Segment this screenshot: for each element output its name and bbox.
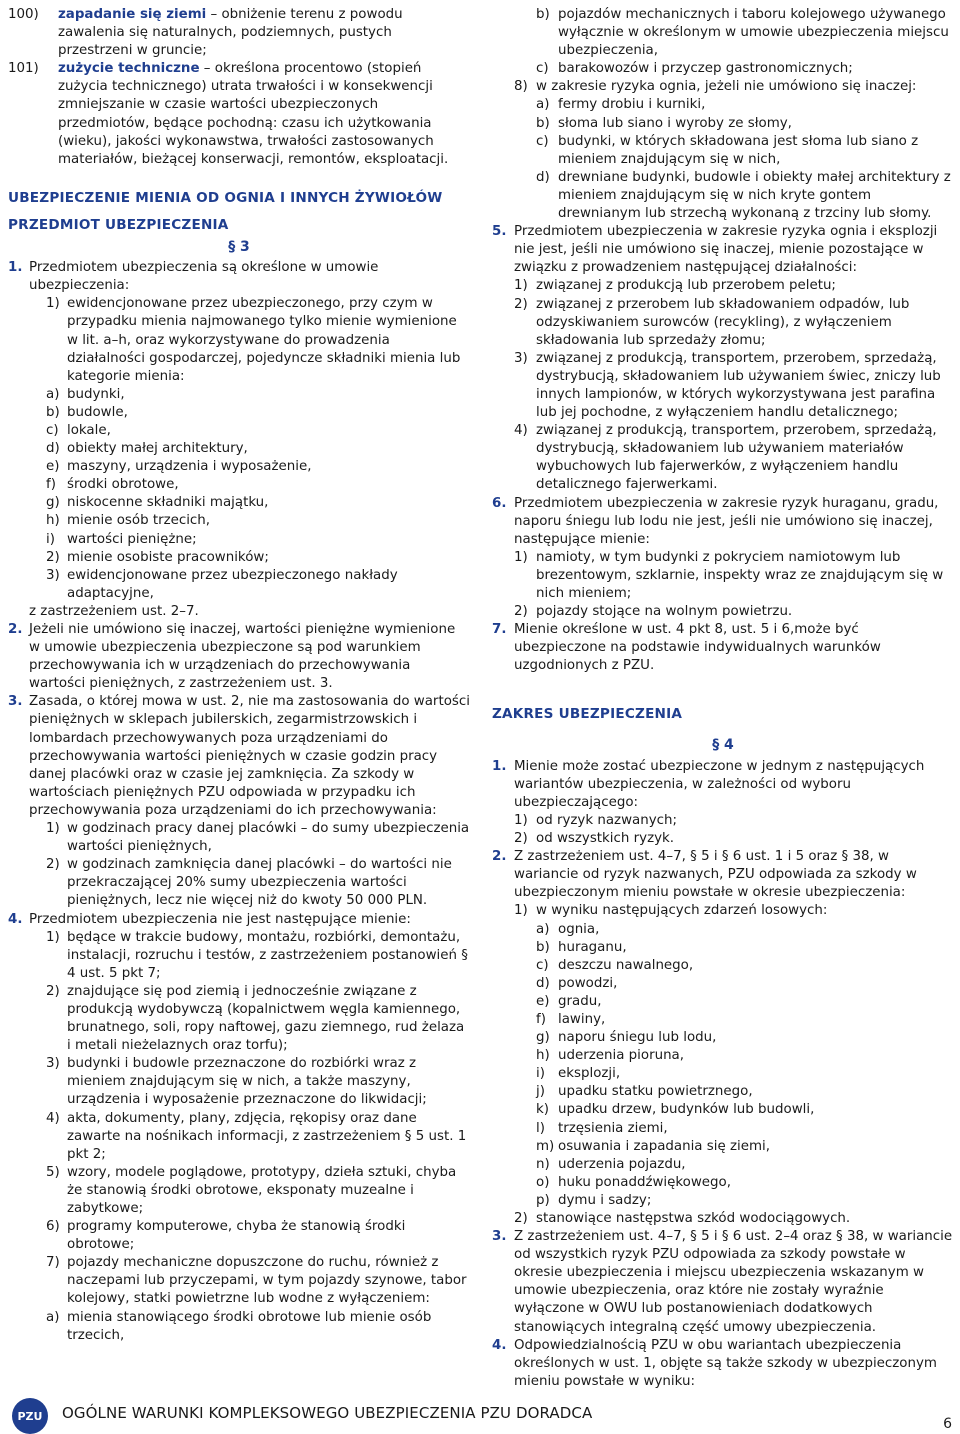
- item-number: b): [536, 7, 550, 22]
- item-number: f): [536, 1011, 546, 1027]
- paragraph-text: Mienie może zostać ubezpieczone w jednym z następujących wariantów ubezpieczenia, w zależności od wyboru ubezpieczającego:: [514, 758, 925, 810]
- item-text: związanej z produkcją, transportem, przerobem, sprzedażą, dystrybucją, składowaniem lub używaniem świec, zniczy lub innych lampionów, w których wykorzystywana jest parafina lub jej pochodne, z wyłączeniem handlu detalicznego;: [536, 350, 941, 421]
- item-text: znajdujące się pod ziemią i jednocześnie związane z produkcją wydobywczą (kopalnictwem węgla kamiennego, brunatnego, soli, ropy naftowej, gazu ziemnego, rud żelaza i metali nieżelaznych oraz torfu);: [67, 983, 465, 1054]
- list-item: [8, 567, 470, 603]
- item-text: związanej z produkcją lub przerobem peletu;: [536, 278, 836, 294]
- paragraph-3: [8, 693, 470, 820]
- paragraph-number: 3.: [492, 1229, 507, 1245]
- item-number: i): [46, 531, 55, 547]
- paragraph-number: 2.: [492, 849, 507, 865]
- item-number: 4): [514, 423, 528, 439]
- item-text: pojazdów mechanicznych i taboru kolejowego używanego wyłącznie w określonym w umowie ubezpieczenia miejscu ubezpieczenia,: [558, 7, 949, 59]
- list-item: [8, 422, 470, 440]
- paragraph-text: Przedmiotem ubezpieczenia w zakresie ryzyk huraganu, gradu, naporu śniegu lub lodu nie jest, jeśli nie umówiono się inaczej, następujące mienie:: [514, 495, 939, 547]
- item-number: 2): [46, 549, 60, 565]
- list-item: [492, 1029, 954, 1047]
- paragraph-text: Jeżeli nie umówiono się inaczej, wartości pieniężne wymienione w umowie ubezpieczenia ubezpieczone są pod warunkiem przechowywania ich w urządzeniach do przechowywania wartości pieniężnych, z zastrzeżeniem ust. 3.: [29, 622, 456, 692]
- list-item: [8, 1309, 470, 1345]
- page-number: 6: [943, 1416, 952, 1432]
- item-number: i): [536, 1066, 545, 1082]
- item-number: 2): [514, 604, 528, 620]
- list-item: [492, 1156, 954, 1174]
- list-item: [8, 440, 470, 458]
- item-number: p): [536, 1192, 550, 1208]
- list-item: [492, 921, 954, 939]
- item-number: 8): [514, 79, 528, 95]
- item-text: gradu,: [558, 993, 602, 1009]
- paragraph-tail: z zastrzeżeniem ust. 2–7.: [29, 603, 199, 619]
- item-text: mienie osobiste pracowników;: [67, 549, 269, 565]
- item-number: e): [46, 459, 60, 475]
- definition-text: – określona procentowo (stopień zużycia technicznego) utrata trwałości i w konsekwencji zmniejszanie w czasie wartości ubezpieczonych przedmiotów, będące pochodną: czasu ich użytkowania (wieku), jakości wykonawstwa, trwałości zastosowanych materiałów, bieżącej konserwacji, remontów, eksploatacji.: [58, 61, 449, 167]
- item-number: 1): [514, 903, 528, 919]
- paragraph-number: 4.: [492, 1337, 507, 1353]
- list-item: [492, 6, 954, 60]
- list-item: [492, 1120, 954, 1138]
- item-text: osuwania i zapadania się ziemi,: [558, 1138, 770, 1154]
- item-text: maszyny, urządzenia i wyposażenie,: [67, 459, 312, 475]
- list-item: [8, 1218, 470, 1254]
- list-item: [8, 983, 470, 1055]
- item-text: wartości pieniężne;: [67, 531, 197, 547]
- definition-100: [8, 6, 470, 60]
- item-number: 2): [46, 983, 60, 999]
- paragraph-1: [8, 259, 470, 295]
- list-item: [8, 856, 470, 910]
- item-number: m): [536, 1138, 555, 1154]
- item-number: 2): [514, 1211, 528, 1226]
- item-number: d): [46, 441, 60, 457]
- list-item: [492, 993, 954, 1011]
- item-number: 2): [46, 857, 60, 873]
- item-number: 2): [514, 831, 528, 847]
- item-number: 3): [46, 567, 60, 583]
- item-number: n): [536, 1156, 550, 1172]
- item-text: od wszystkich ryzyk.: [536, 831, 675, 847]
- list-item: [492, 422, 954, 494]
- item-number: f): [46, 477, 56, 493]
- paragraph-text: Przedmiotem ubezpieczenia nie jest następujące mienie:: [29, 911, 411, 927]
- definition-term: zużycie techniczne: [58, 61, 200, 77]
- item-number: 5): [46, 1164, 60, 1180]
- page-footer: [8, 1396, 958, 1432]
- item-text: niskocenne składniki majątku,: [67, 495, 269, 511]
- item-text: dymu i sadzy;: [558, 1192, 652, 1208]
- item-text: naporu śniegu lub lodu,: [558, 1030, 717, 1046]
- item-number: 7): [46, 1255, 60, 1271]
- list-item: [8, 386, 470, 404]
- list-item: [492, 902, 954, 920]
- chapter-heading: UBEZPIECZENIE MIENIA OD OGNIA I INNYCH ŻYWIOŁÓW: [8, 189, 443, 206]
- item-number: c): [46, 422, 59, 438]
- item-text: barakowozów i przyczep gastronomicznych;: [558, 61, 853, 77]
- item-number: o): [536, 1174, 550, 1190]
- item-number: a): [46, 1309, 60, 1325]
- definition-101: [8, 60, 470, 169]
- left-column: [8, 6, 470, 1345]
- paragraph-number: 1.: [8, 260, 23, 276]
- list-item: [8, 458, 470, 476]
- list-item: [8, 531, 470, 549]
- paragraph-number: 6.: [492, 495, 507, 511]
- item-text: upadku drzew, budynków lub budowli,: [558, 1102, 815, 1118]
- item-text: huku ponaddźwiękowego,: [558, 1174, 731, 1190]
- item-text: obiekty małej architektury,: [67, 441, 248, 457]
- item-number: c): [536, 133, 549, 149]
- list-item: [8, 549, 470, 567]
- item-number: c): [536, 61, 549, 77]
- item-number: 4): [46, 1110, 60, 1126]
- item-text: huraganu,: [558, 939, 627, 955]
- item-text: powodzi,: [558, 975, 618, 991]
- list-item: [8, 1164, 470, 1218]
- item-text: deszczu nawalnego,: [558, 957, 694, 973]
- item-number: h): [536, 1048, 550, 1064]
- item-number: 1): [46, 296, 60, 312]
- subchapter-heading: PRZEDMIOT UBEZPIECZENIA: [8, 216, 229, 233]
- section-number: § 4: [712, 736, 734, 753]
- item-number: 3): [46, 1056, 60, 1072]
- list-item: [492, 296, 954, 350]
- item-number: 1): [514, 549, 528, 565]
- paragraph-text: Z zastrzeżeniem ust. 4–7, § 5 i § 6 ust. 2–4 oraz § 38, w wariancie od wszystkich ryzyk PZU odpowiada za szkody powstałe w okresie ubezpieczenia i miejscu ubezpieczenia wskazanym w umowie ubezpieczenia, oraz które nie zostały wyraźnie wyłączone w OWU lub postanowieniach dodatkowych stanowiących integralną część umowy ubezpieczenia.: [514, 1229, 953, 1335]
- item-number: l): [536, 1120, 545, 1136]
- item-number: a): [536, 97, 550, 113]
- item-text: fermy drobiu i kurniki,: [558, 97, 706, 113]
- list-item: [492, 350, 954, 422]
- item-text: będące w trakcie budowy, montażu, rozbiórki, demontażu, instalacji, rozruchu i testów, z zastrzeżeniem postanowień § 4 ust. 5 pkt 7;: [67, 929, 468, 981]
- item-text: związanej z przerobem lub składowaniem odpadów, lub odzyskiwaniem surowców (recykling), z wyłączeniem składowania lub sprzedaży złomu;: [536, 296, 910, 348]
- paragraph-7: [492, 621, 954, 675]
- paragraph-number: 2.: [8, 622, 23, 637]
- list-item: [492, 1192, 954, 1210]
- item-number: d): [536, 975, 550, 991]
- item-number: j): [536, 1084, 545, 1100]
- item-text: mienia stanowiącego środki obrotowe lub mienie osób trzecich,: [67, 1309, 432, 1343]
- item-text: pojazdy stojące na wolnym powietrzu.: [536, 604, 793, 620]
- item-text: uderzenia pioruna,: [558, 1048, 685, 1064]
- list-item: [492, 957, 954, 975]
- paragraph-2: [8, 621, 470, 693]
- item-number: b): [46, 404, 60, 420]
- item-text: w godzinach zamknięcia danej placówki – do wartości nie przekraczającej 20% sumy ubezpieczenia wartości pieniężnych, lecz nie więcej niż do kwoty 50 000 PLN.: [67, 857, 452, 909]
- item-text: słoma lub siano i wyroby ze słomy,: [558, 115, 792, 131]
- paragraph-1: [492, 758, 954, 812]
- list-item: [492, 1210, 954, 1228]
- list-item: [8, 476, 470, 494]
- list-item: [492, 1083, 954, 1101]
- list-item: [492, 975, 954, 993]
- item-number: 1): [46, 929, 60, 945]
- item-number: 3): [514, 350, 528, 366]
- list-item: [492, 133, 954, 169]
- item-text: środki obrotowe,: [67, 477, 179, 493]
- definition-text: – obniżenie terenu z powodu zawalenia się naturalnych, podziemnych, pustych przestrzeni w gruncie;: [58, 7, 403, 59]
- item-text: akta, dokumenty, plany, zdjęcia, rękopisy oraz dane zawarte na nośnikach informacji, z zastrzeżeniem § 5 ust. 1 pkt 2;: [67, 1110, 467, 1162]
- item-text: uderzenia pojazdu,: [558, 1156, 686, 1172]
- item-text: w zakresie ryzyka ognia, jeżeli nie umówiono się inaczej:: [536, 79, 917, 95]
- paragraph-number: 3.: [8, 694, 23, 710]
- definition-term: zapadanie się ziemi: [58, 7, 207, 22]
- item-number: g): [536, 1030, 550, 1046]
- list-item: [8, 512, 470, 530]
- item-text: lawiny,: [558, 1011, 606, 1027]
- paragraph-6: [492, 495, 954, 549]
- item-text: pojazdy mechaniczne dopuszczone do ruchu, również z naczepami lub przyczepami, w tym pojazdy szynowe, tabor kolejowy, statki powietrzne lub wodne z wyłączeniem:: [67, 1255, 467, 1307]
- item-number: k): [536, 1102, 549, 1118]
- paragraph-5: [492, 223, 954, 277]
- item-text: eksplozji,: [558, 1066, 621, 1082]
- item-number: a): [536, 921, 550, 937]
- item-text: lokale,: [67, 422, 111, 438]
- item-text: budynki i budowle przeznaczone do rozbiórki wraz z mieniem znajdującym się w nich, a także maszyny, urządzenia i wyposażenie przeznaczone do likwidacji;: [67, 1056, 427, 1108]
- item-number: c): [536, 957, 549, 973]
- item-number: b): [536, 115, 550, 131]
- list-item: [492, 60, 954, 78]
- list-item: [492, 603, 954, 621]
- list-item: [492, 1047, 954, 1065]
- item-text: mienie osób trzecich,: [67, 513, 211, 529]
- paragraph-text: Mienie określone w ust. 4 pkt 8, ust. 5 i 6,może być ubezpieczone na podstawie indywidualnych warunków uzgodnionych z PZU.: [514, 622, 881, 674]
- right-column: [492, 6, 954, 1391]
- paragraph-3: [492, 1228, 954, 1337]
- paragraph-text: Odpowiedzialnością PZU w obu wariantach ubezpieczenia określonych w ust. 1, objęte są także szkody w ubezpieczonym mieniu powstałe w wyniku:: [514, 1337, 937, 1389]
- item-text: w wyniku następujących zdarzeń losowych:: [536, 903, 828, 919]
- item-number: a): [46, 386, 60, 402]
- item-text: programy komputerowe, chyba że stanowią środki obrotowe;: [67, 1219, 406, 1253]
- item-text: stanowiące następstwa szkód wodociągowych.: [536, 1211, 851, 1226]
- item-number: 1): [514, 812, 528, 828]
- list-item: [8, 494, 470, 512]
- subchapter-heading: ZAKRES UBEZPIECZENIA: [492, 706, 683, 723]
- list-item: [492, 812, 954, 830]
- definition-number: 100): [8, 7, 39, 22]
- item-number: b): [536, 939, 550, 955]
- list-item: [8, 1055, 470, 1109]
- paragraph-text: Z zastrzeżeniem ust. 4–7, § 5 i § 6 ust. 1 i 5 oraz § 38, w wariancie od ryzyk nazwanych, PZU odpowiada za szkody w ubezpieczonym mieniu powstałe w okresie ubezpieczenia:: [514, 849, 917, 901]
- item-text: trzęsienia ziemi,: [558, 1120, 668, 1136]
- list-item: [8, 404, 470, 422]
- item-text: wzory, modele poglądowe, prototypy, dzieła sztuki, chyba że stanowią środki obrotowe, eksponaty muzealne i zabytkowe;: [67, 1164, 457, 1216]
- item-number: 1): [514, 278, 528, 294]
- definition-number: 101): [8, 61, 39, 77]
- paragraph-4: [492, 1337, 954, 1391]
- list-item: [492, 1174, 954, 1192]
- item-text: namioty, w tym budynki z pokryciem namiotowym lub brezentowym, szklarnie, inspekty wraz ze znajdującym się w nich mieniem;: [536, 549, 944, 601]
- list-item: [492, 96, 954, 114]
- item-number: 6): [46, 1219, 60, 1235]
- list-item: [492, 78, 954, 96]
- list-item: [492, 939, 954, 957]
- item-text: ewidencjonowane przez ubezpieczonego, przy czym w przypadku mienia najmowanego tylko mienie wymienione w lit. a–h, oraz wykorzystywane do prowadzenia działalności gospodarczej, pojedyncze składniki mienia lub kategorie mienia:: [67, 296, 461, 384]
- item-text: budynki,: [67, 386, 125, 402]
- item-text: związanej z produkcją, transportem, przerobem, sprzedażą, dystrybucją, składowaniem lub używaniem materiałów wybuchowych lub fajerwerków, z wyłączeniem handlu detalicznego fajerwerkami.: [536, 423, 937, 493]
- list-item: [8, 1110, 470, 1164]
- item-number: e): [536, 993, 550, 1009]
- item-number: 1): [46, 821, 60, 837]
- paragraph-2: [492, 848, 954, 902]
- list-item: [492, 277, 954, 295]
- list-item: [492, 1101, 954, 1119]
- item-number: g): [46, 495, 60, 511]
- paragraph-text: Przedmiotem ubezpieczenia są określone w umowie ubezpieczenia:: [29, 260, 379, 294]
- paragraph-text: Zasada, o której mowa w ust. 2, nie ma zastosowania do wartości pieniężnych w sklepach jubilerskich, zegarmistrzowskich i lombardach przechowywanych poza urządzeniami do przechowywania wartości pieniężnych w czasie godzin pracy danej placówki oraz w czasie jej zamknięcia. Za szkody w wartościach pieniężnych PZU odpowiada w przypadku ich przechowywania poza urządzeniami do ich przechowywania:: [29, 694, 470, 818]
- list-item: [492, 1065, 954, 1083]
- paragraph-number: 5.: [492, 224, 507, 240]
- item-text: upadku statku powietrznego,: [558, 1084, 753, 1100]
- list-item: [492, 115, 954, 133]
- item-text: ewidencjonowane przez ubezpieczonego nakłady adaptacyjne,: [67, 567, 398, 601]
- item-number: d): [536, 169, 550, 185]
- paragraph-number: 1.: [492, 758, 507, 774]
- paragraph-number: 4.: [8, 911, 23, 927]
- item-text: od ryzyk nazwanych;: [536, 812, 677, 828]
- item-text: ognia,: [558, 921, 600, 937]
- item-text: budynki, w których składowana jest słoma lub siano z mieniem znajdującym się w nich,: [558, 133, 919, 167]
- paragraph-text: Przedmiotem ubezpieczenia w zakresie ryzyka ognia i eksplozji nie jest, jeśli nie umówiono się inaczej, mienie pozostające w związku z prowadzeniem następującej działalności:: [514, 224, 938, 276]
- pzu-logo: PZU: [12, 1398, 48, 1434]
- list-item: [492, 1011, 954, 1029]
- item-text: budowle,: [67, 404, 128, 420]
- paragraph-4: [8, 911, 470, 929]
- item-text: drewniane budynki, budowle i obiekty małej architektury z mieniem znajdującym się w nich kryte gontem drewnianym lub strzechą wykonaną z trzciny lub słomy.: [558, 169, 951, 222]
- list-item: [492, 1138, 954, 1156]
- list-item: [492, 169, 954, 223]
- list-item: [8, 295, 470, 385]
- list-item: [8, 1254, 470, 1308]
- item-text: w godzinach pracy danej placówki – do sumy ubezpieczenia wartości pieniężnych,: [67, 821, 470, 855]
- list-item: [492, 549, 954, 603]
- list-item: [8, 820, 470, 856]
- footer-title: OGÓLNE WARUNKI KOMPLEKSOWEGO UBEZPIECZENIA PZU DORADCA: [62, 1404, 593, 1422]
- item-number: 2): [514, 296, 528, 312]
- item-number: h): [46, 513, 60, 529]
- list-item: [492, 830, 954, 848]
- list-item: [8, 929, 470, 983]
- paragraph-number: 7.: [492, 622, 507, 638]
- section-number: § 3: [228, 239, 250, 256]
